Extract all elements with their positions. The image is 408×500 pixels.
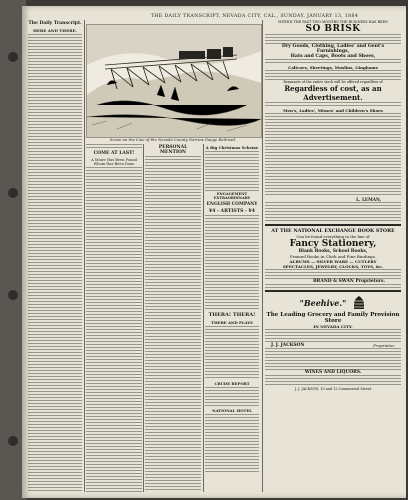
- proprietor-name: J. J. JACKSON: [271, 343, 305, 348]
- ad-line: IN NEVADA CITY.: [265, 324, 401, 329]
- beehive-header: [265, 294, 401, 312]
- railroad-engraving: [86, 24, 262, 138]
- section-subheading: A Miner Has Been Found Whom Has Been Done: [86, 157, 142, 167]
- ad-signature: BRAND & SWAN Proprietors.: [265, 279, 401, 284]
- ad-line: Can be found everything in the line of: [265, 234, 401, 239]
- ad-line: Calicoes, Sheetings, Muslins, Ginghams: [265, 65, 401, 70]
- ad-heading: ENGLISH COMPANY: [206, 202, 258, 207]
- ad-line: Hats and Caps, Boots and Shoes,: [265, 54, 401, 59]
- ad-heading: ENGAGEMENT EXTRAORDINARY: [205, 191, 259, 201]
- section-heading: COME AT LAST!: [86, 150, 142, 157]
- beehive-icon: [352, 295, 366, 311]
- binding-hole: [8, 188, 18, 198]
- ad-headline: Fancy Stationery,: [265, 239, 401, 249]
- binding-hole: [8, 436, 18, 446]
- section-heading: A Big Christmas Scheme: [205, 145, 259, 150]
- body-text: [86, 167, 142, 492]
- ad-line: Remnants of the entire stock will be offered regardless of: [265, 80, 401, 84]
- body-text: [205, 387, 259, 407]
- ad-signature: L. LEMAN,: [265, 197, 401, 202]
- ad-line: Men's, Ladies', Misses' and Children's Shoes: [265, 108, 401, 113]
- newspaper-page: [22, 6, 406, 498]
- column-rule: [262, 20, 263, 492]
- ad-headline: AT THE NATIONAL EXCHANGE BOOK STORE: [265, 228, 401, 234]
- body-text: [28, 34, 82, 492]
- column-1: [28, 20, 82, 492]
- binding-hole: [8, 290, 18, 300]
- ad-prices: ¥4 - ARTISTS - ¥4: [205, 208, 259, 215]
- engraving-caption: Scene on the Line of the Nevada County Narrow Gauge Railroad.: [109, 137, 237, 142]
- ad-line: WINES AND LIQUORS.: [265, 370, 401, 375]
- advertising-column: [265, 20, 401, 496]
- ad-footer: J. J. JACKSON, 10 and 12 Commercial Street: [265, 387, 401, 391]
- ad-line: Framed Books in Cloth and Fine Bindings.: [265, 254, 401, 259]
- masthead: THE DAILY TRANSCRIPT, NEVADA CITY, CAL., SUNDAY, JANUARY 13, 1884: [150, 14, 359, 19]
- column-3: [145, 144, 201, 492]
- ad-headline: The Leading Grocery and Family Provision Store: [266, 312, 400, 324]
- column-rule: [143, 144, 144, 492]
- ad-heading: THERA! THERA!: [205, 311, 259, 319]
- column-rule: [84, 20, 85, 492]
- ad-heading: NATIONAL HOTEL: [205, 407, 259, 414]
- body-text: [145, 156, 201, 492]
- column-rule: [203, 144, 204, 492]
- ad-line: Dry Goods, Clothing, Ladies' and Gent's Furnishings,: [265, 44, 401, 54]
- body-text: [265, 113, 401, 197]
- ad-line: ALBUMS — SILVER WARE — CUTLERY: [265, 259, 401, 264]
- paper-title: The Daily Transcript.: [28, 21, 82, 26]
- ad-line: Blank Books, School Books,: [265, 249, 401, 254]
- body-text: [205, 414, 259, 474]
- body-text: [205, 151, 259, 191]
- proprietor-label: Proprietor.: [373, 343, 395, 348]
- body-text: [205, 215, 259, 311]
- ad-heading: THERE AND PLAYS: [205, 319, 259, 326]
- body-text: [205, 326, 259, 380]
- ad-headline: "Beehive.": [299, 298, 347, 308]
- ad-headline: Regardless of cost, as an Advertisement.: [265, 84, 401, 102]
- ad-line: WITHIN THE PAST TWO MONTHS THE BUSINESS HAS BEEN: [265, 20, 401, 24]
- column-2: [86, 144, 142, 492]
- column-4: [205, 144, 259, 492]
- ad-heading: CRUDE REPORT: [205, 380, 259, 387]
- ad-headline: SO BRISK: [265, 24, 401, 34]
- section-heading: HERE AND THERE.: [28, 27, 82, 34]
- binding-hole: [8, 52, 18, 62]
- ad-line: SPECTACLES, JEWELRY, CLOCKS, TOYS, &c.: [265, 264, 401, 269]
- section-heading: PERSONAL MENTION: [145, 144, 201, 156]
